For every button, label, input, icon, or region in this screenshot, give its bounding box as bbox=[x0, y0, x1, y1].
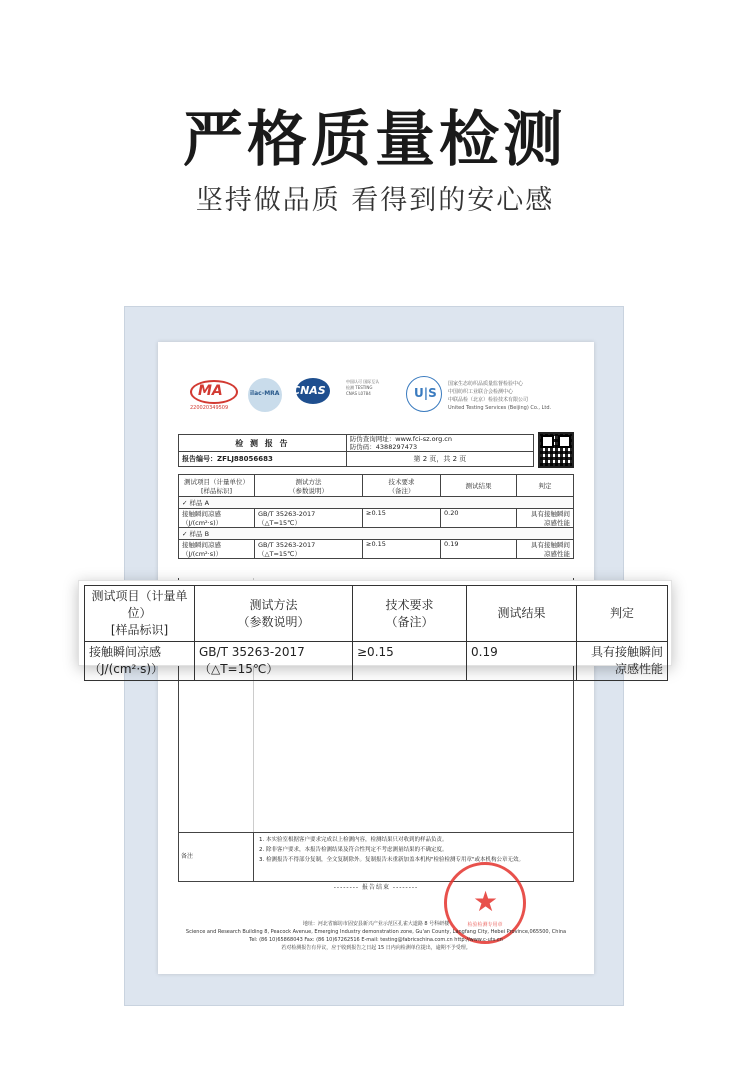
zoom-cell-item: 接触瞬间凉感 （J/(cm²·s)） bbox=[85, 642, 195, 681]
results-table-small bbox=[178, 474, 574, 559]
header-result: 测试结果 bbox=[441, 475, 517, 497]
zoom-header-req: 技术要求 （备注） bbox=[353, 586, 467, 642]
zoom-cell-verdict: 具有接触瞬间 凉感性能 bbox=[577, 642, 668, 681]
notes-list: 1. 本实验室根据客户要求完成以上检测内容，检测结果只对收到的样品负责。 2. 除非客户要求，本报告检测结果及符合性判定不考虑测量结果的不确定度。 3. 检测报告不得部分复制，全文复制除外。复制报告未重新加盖本机构"检验检测专用章"或本机构公章无效。 bbox=[259, 837, 525, 863]
cnas-caption: 中国认可 国际互认 检测 TESTING CNAS L0784 bbox=[346, 379, 380, 396]
cma-logo: MA 220020349509 bbox=[190, 380, 238, 410]
report-header-table bbox=[178, 434, 534, 467]
table-cell: 接触瞬间凉感 （J/(cm²·s)） bbox=[179, 540, 255, 559]
header-item: 测试项目（计量单位） [样品标识] bbox=[179, 475, 255, 497]
page-subtitle: 坚持做品质 看得到的安心感 bbox=[195, 185, 555, 216]
zoom-header-result: 测试结果 bbox=[467, 586, 577, 642]
zoom-cell-method: GB/T 35263-2017 （△T=15℃） bbox=[195, 642, 353, 681]
ilac-mra-logo: ilac-MRA bbox=[248, 378, 282, 412]
table-cell: 接触瞬间凉感 （J/(cm²·s)） bbox=[179, 509, 255, 528]
zoom-header-item: 测试项目（计量单位） [样品标识] bbox=[85, 586, 195, 642]
official-seal: ★ 检验检测专用章 bbox=[444, 862, 526, 944]
zoom-header-method: 测试方法 （参数说明） bbox=[195, 586, 353, 642]
zoomed-results-callout bbox=[78, 580, 672, 676]
page-title: 严格质量检测 bbox=[183, 105, 567, 175]
table-cell: 具有接触瞬间 凉感性能 bbox=[517, 509, 574, 528]
uts-logo: U|S bbox=[406, 376, 442, 412]
sample-a-label: ✓ 样品 A bbox=[179, 497, 574, 509]
zoom-cell-req: ≥0.15 bbox=[353, 642, 467, 681]
uts-org-names: 国家生态纺织品质量监督检验中心 中国纺织工业联合会检测中心 中联品检（北京）检验技术有限公司 United Testing Services (Beijing) Co., Ltd. bbox=[448, 381, 552, 411]
zoom-header-verdict: 判定 bbox=[577, 586, 668, 642]
table-cell: ≥0.15 bbox=[363, 540, 441, 559]
logo-row bbox=[178, 376, 578, 416]
table-cell: ≥0.15 bbox=[363, 509, 441, 528]
report-footer: 地址：河北省廊坊市固安县新兴产业示范区孔雀大道路 8 号科研楼 Science and Research Building 8, Peacock Avenue, Emerging Industry demonstration zone, Gu'an County, Langfang City, Hebei Province,065500, China Tel: (86 10)65868043 Fax: (86 10)67262516 E-mail: testing@fabricschina.com.cn http://www.c-uts.cn 若对检测报告有异议，应于收到报告之日起 15 日内向检测单位提出，逾期不予受理。 bbox=[185, 921, 567, 951]
header-verdict: 判定 bbox=[517, 475, 574, 497]
table-cell: GB/T 35263-2017 （△T=15℃） bbox=[255, 540, 363, 559]
results-table-zoomed bbox=[84, 585, 668, 681]
zoom-cell-result: 0.19 bbox=[467, 642, 577, 681]
header-method: 测试方法 （参数说明） bbox=[255, 475, 363, 497]
report-number: 报告编号：ZFLJ88056683 bbox=[179, 452, 347, 467]
header-req: 技术要求 （备注） bbox=[363, 475, 441, 497]
qr-code bbox=[538, 432, 574, 468]
cnas-logo: CNAS bbox=[290, 378, 338, 412]
page-info: 第 2 页，共 2 页 bbox=[346, 452, 533, 467]
notes-label: 备注 bbox=[181, 853, 194, 860]
anti-fake-info: 防伪查询网址：www.fci-sz.org.cn 防伪码：4388297473 bbox=[346, 435, 533, 452]
report-title: 检 测 报 告 bbox=[179, 435, 347, 452]
report-end-marker: -------- 报告结束 -------- bbox=[333, 884, 419, 891]
sample-b-label: ✓ 样品 B bbox=[179, 528, 574, 540]
table-cell: GB/T 35263-2017 （△T=15℃） bbox=[255, 509, 363, 528]
table-cell: 0.20 bbox=[441, 509, 517, 528]
table-cell: 0.19 bbox=[441, 540, 517, 559]
table-cell: 具有接触瞬间 凉感性能 bbox=[517, 540, 574, 559]
